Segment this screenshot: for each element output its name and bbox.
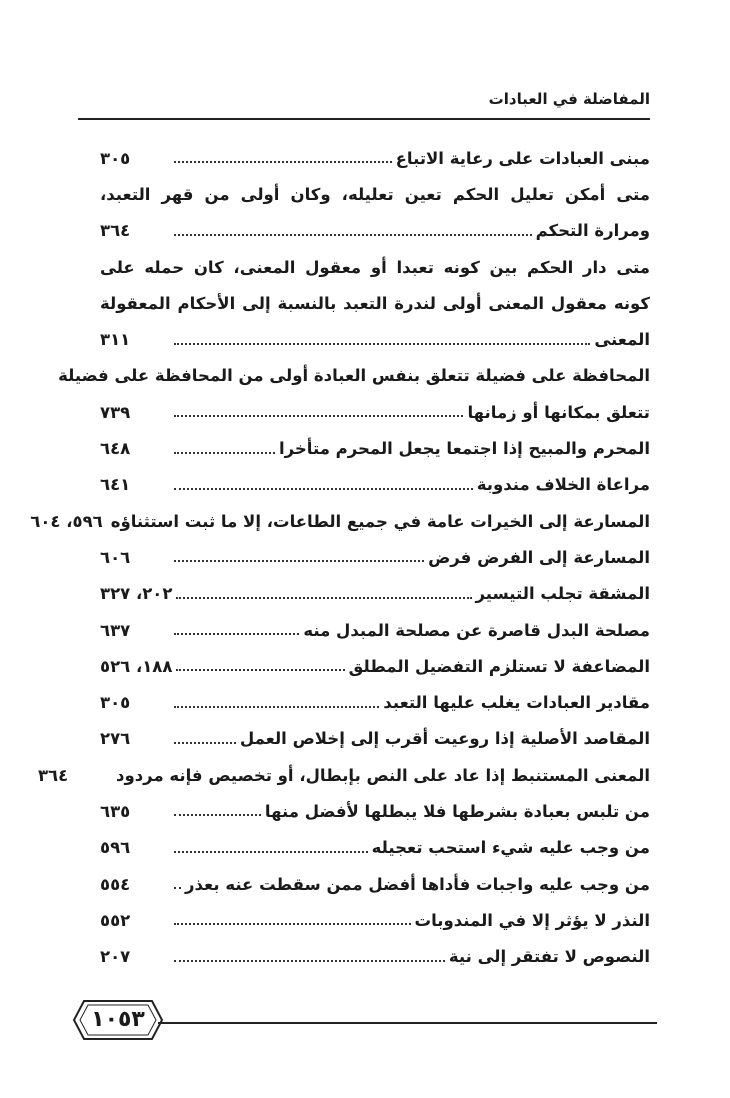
index-entry (100, 612, 650, 648)
index-entry (100, 430, 650, 466)
header-rule (78, 118, 650, 120)
entry-page: ١٨٨، ٥٢٦ (100, 656, 173, 676)
entry-text: من تلبس بعبادة بشرطها فلا يبطلها لأفضل منها (264, 801, 650, 821)
entry-page: ٥٩٦، ٦٠٤ (30, 511, 103, 531)
index-entry (100, 721, 650, 757)
index-entry (100, 648, 650, 684)
index-entry (100, 576, 650, 612)
dot-leader (174, 560, 424, 562)
dot-leader (174, 923, 411, 925)
entry-text: كونه معقول المعنى أولى لندرة التعبد بالنسبة إلى الأحكام المعقولة (100, 293, 650, 313)
entry-text: المضاعفة لا تستلزم التفضيل المطلق (348, 656, 650, 676)
entry-page: ٢٠٢، ٣٢٧ (100, 584, 173, 604)
entry-page: ٣٦٤ (37, 765, 69, 785)
index-entry (100, 249, 650, 285)
entry-text: من وجب عليه شيء استحب تعجيله (371, 838, 650, 858)
index-entry (100, 140, 650, 176)
entry-text: ومرارة التحكم (535, 221, 650, 241)
index-entry (100, 939, 650, 975)
dot-leader (174, 851, 368, 853)
entry-text: المعنى المستنبط إذا عاد على النص بإبطال، أو تخصيص فإنه مردود (115, 765, 650, 785)
entry-page: ٦٤٨ (100, 439, 131, 459)
index-entry (58, 358, 650, 394)
entry-text: المسارعة إلى الخيرات عامة في جميع الطاعات، إلا ما ثبت استثناؤه (110, 511, 650, 531)
entry-page: ٣٠٥ (100, 693, 131, 713)
index-entries (30, 140, 650, 975)
entry-page: ٣٦٤ (100, 221, 131, 241)
index-entry (100, 176, 650, 212)
index-entry (100, 321, 650, 357)
dot-leader (174, 633, 299, 635)
index-entry (100, 467, 650, 503)
entry-page: ٣٠٥ (100, 148, 131, 168)
dot-leader (174, 452, 275, 454)
dot-leader (174, 488, 473, 490)
dot-leader (174, 887, 181, 889)
entry-text: المشقة تجلب التيسير (475, 584, 650, 604)
index-entry (100, 866, 650, 902)
index-entry (100, 793, 650, 829)
dot-leader (176, 669, 344, 671)
dot-leader (176, 597, 471, 599)
entry-text: من وجب عليه واجبات فأداها أفضل ممن سقطت عنه بعذر (185, 874, 650, 894)
entry-text: المحافظة على فضيلة تتعلق بنفس العبادة أولى من المحافظة على فضيلة (58, 366, 650, 386)
index-entry (100, 285, 650, 321)
running-header-title: المفاضلة في العبادات (488, 90, 650, 108)
entry-text: المقاصد الأصلية إذا روعيت أقرب إلى إخلاص العمل (239, 729, 650, 749)
entry-text: المسارعة إلى الفرض فرض (428, 547, 650, 567)
index-entry (100, 539, 650, 575)
index-entry (100, 830, 650, 866)
index-entry (37, 757, 650, 793)
entry-page: ٦٣٥ (100, 801, 131, 821)
entry-text: متى دار الحكم بين كونه تعبدا أو معقول المعنى، كان حمله على (100, 257, 650, 277)
entry-page: ٥٥٢ (100, 910, 131, 930)
entry-page: ٢٧٦ (100, 729, 131, 749)
entry-page: ٦٤١ (100, 475, 131, 495)
entry-page: ٢٠٧ (100, 947, 131, 967)
entry-text: المعنى (594, 330, 650, 350)
entry-text: مقادير العبادات يغلب عليها التعبد (383, 693, 650, 713)
dot-leader (174, 706, 379, 708)
entry-page: ٧٣٩ (100, 402, 131, 422)
entry-page: ٦٠٦ (100, 547, 131, 567)
entry-text: النذر لا يؤثر إلا في المندوبات (414, 910, 650, 930)
entry-page: ٦٣٧ (100, 620, 131, 640)
entry-page: ٥٩٦ (100, 838, 131, 858)
dot-leader (174, 343, 590, 345)
dot-leader (174, 814, 261, 816)
entry-text: تتعلق بمكانها أو زمانها (467, 402, 650, 422)
dot-leader (174, 415, 463, 417)
dot-leader (174, 960, 445, 962)
footer-rule (158, 1022, 657, 1024)
dot-leader (174, 234, 532, 236)
entry-text: مراعاة الخلاف مندوبة (476, 475, 650, 495)
dot-leader (174, 161, 392, 163)
index-entry (30, 503, 650, 539)
entry-text: مصلحة البدل قاصرة عن مصلحة المبدل منه (303, 620, 650, 640)
index-entry (100, 902, 650, 938)
entry-text: المحرم والمبيح إذا اجتمعا يجعل المحرم متأخرا (278, 439, 650, 459)
dot-leader (174, 742, 236, 744)
entry-page: ٣١١ (100, 330, 131, 350)
entry-text: متى أمكن تعليل الحكم تعين تعليله، وكان أولى من قهر التعبد، (100, 184, 650, 204)
index-entry (100, 684, 650, 720)
entry-text: مبنى العبادات على رعاية الاتباع (395, 148, 650, 168)
index-entry (100, 394, 650, 430)
entry-page: ٥٥٤ (100, 874, 131, 894)
entry-text: النصوص لا تفتقر إلى نية (448, 947, 650, 967)
page-number-badge (70, 995, 166, 1045)
page-number: ١٠٥٣ (91, 1007, 145, 1032)
index-entry (100, 213, 650, 249)
